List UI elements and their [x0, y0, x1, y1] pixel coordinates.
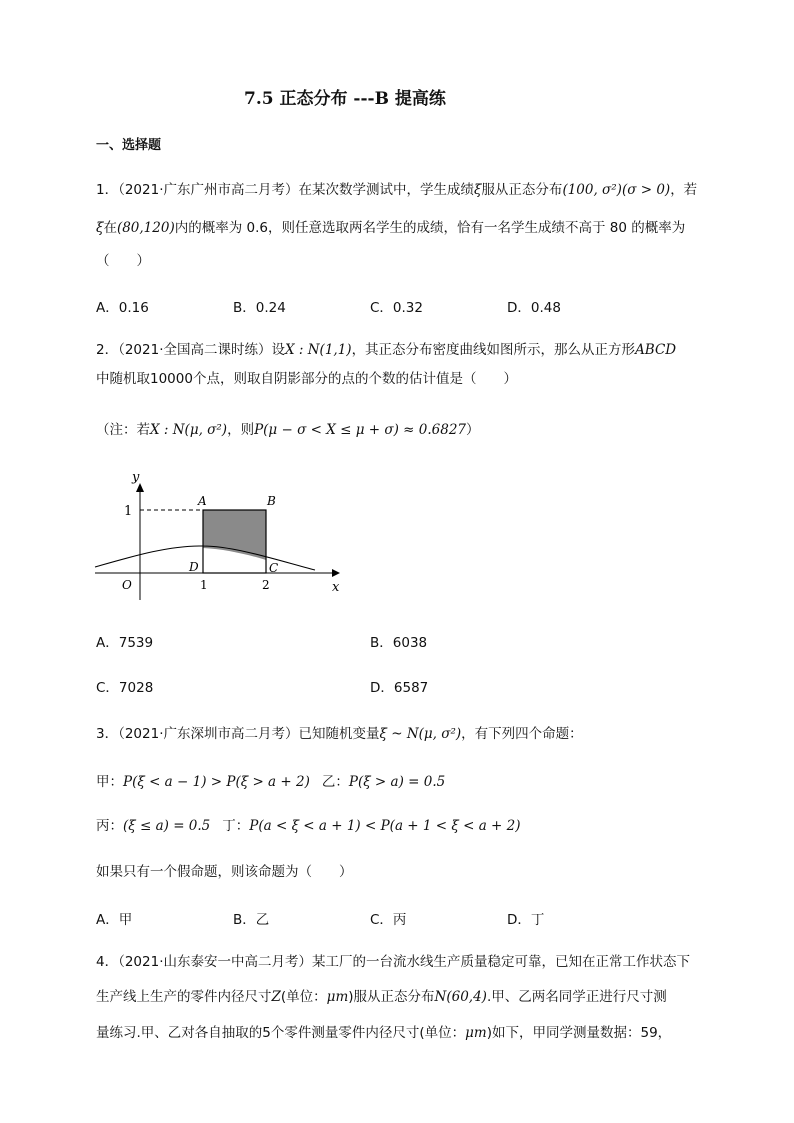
- q3-line1: 3．（2021·广东深圳市高二月考）已知随机变量ξ ~ N(μ, σ²)，有下列四个命题：: [96, 726, 583, 742]
- q1-option-d: D．0.48: [507, 300, 561, 316]
- q3-propositions-1: 甲：P(ξ < a − 1) > P(ξ > a + 2) 乙：P(ξ > a) = 0.5: [96, 774, 446, 790]
- q1-line1: 1．（2021·广东广州市高二月考）在某次数学测试中，学生成绩ξ服从正态分布(100, σ²)(σ > 0)，若: [96, 182, 698, 198]
- q2-option-b: B．6038: [370, 635, 428, 651]
- q2-line1: 2．（2021·全国高二课时练）设X : N(1,1)，其正态分布密度曲线如图所示，那么从正方形ABCD: [96, 342, 677, 358]
- shaded-region-upper: [203, 510, 266, 547]
- q2-note: （注：若X : N(μ, σ²)，则P(μ − σ < X ≤ μ + σ) ≈ 0.6827）: [96, 422, 480, 438]
- density-curve: [95, 546, 315, 570]
- vertex-d-label: D: [189, 560, 199, 574]
- q3-question: 如果只有一个假命题，则该命题为（ ）: [96, 864, 353, 880]
- q4-line3: 量练习.甲、乙对各自抽取的5个零件测量零件内径尺寸(单位：μm)如下，甲同学测量数据：59，: [96, 1025, 672, 1041]
- q1-option-b: B．0.24: [233, 300, 286, 316]
- section-heading: 一、选择题: [96, 138, 162, 153]
- q1-answer-bracket: （ ）: [96, 253, 150, 269]
- q2-line2: 中随机取10000个点，则取自阴影部分的点的个数的估计值是（ ）: [96, 371, 517, 387]
- x-tick-1: 1: [200, 578, 208, 592]
- page-title: 7.5 正态分布 ---B 提高练: [244, 89, 446, 109]
- q3-option-b: B．乙: [233, 912, 270, 928]
- q3-option-a: A．甲: [96, 912, 133, 928]
- q1-line2: ξ在(80,120)内的概率为 0.6，则任意选取两名学生的成绩，恰有一名学生成绩不高于 80 的概率为: [96, 220, 686, 236]
- q2-option-d: D．6587: [370, 680, 429, 696]
- x-axis-arrow-icon: [332, 569, 340, 577]
- vertex-c-label: C: [269, 561, 279, 575]
- y-tick-1: 1: [124, 504, 133, 519]
- x-axis-label: x: [332, 580, 340, 595]
- q2-option-c: C．7028: [96, 680, 154, 696]
- y-axis-label: y: [132, 470, 140, 485]
- q3-option-c: C．丙: [370, 912, 407, 928]
- origin-label: O: [122, 578, 132, 592]
- q4-line1: 4．（2021·山东泰安一中高二月考）某工厂的一台流水线生产质量稳定可靠，已知在正常工作状态下: [96, 954, 690, 970]
- vertex-a-label: A: [198, 494, 207, 508]
- vertex-b-label: B: [267, 494, 276, 508]
- q1-option-c: C．0.32: [370, 300, 423, 316]
- q3-propositions-2: 丙：(ξ ≤ a) = 0.5 丁：P(a < ξ < a + 1) < P(a + 1 < ξ < a + 2): [96, 818, 521, 834]
- q1-option-a: A．0.16: [96, 300, 149, 316]
- normal-curve-figure: [90, 465, 350, 600]
- q3-option-d: D．丁: [507, 912, 545, 928]
- q4-line2: 生产线上生产的零件内径尺寸Z(单位：μm)服从正态分布N(60,4).甲、乙两名同学正进行尺寸测: [96, 989, 667, 1005]
- x-tick-2: 2: [262, 578, 270, 592]
- q2-option-a: A．7539: [96, 635, 154, 651]
